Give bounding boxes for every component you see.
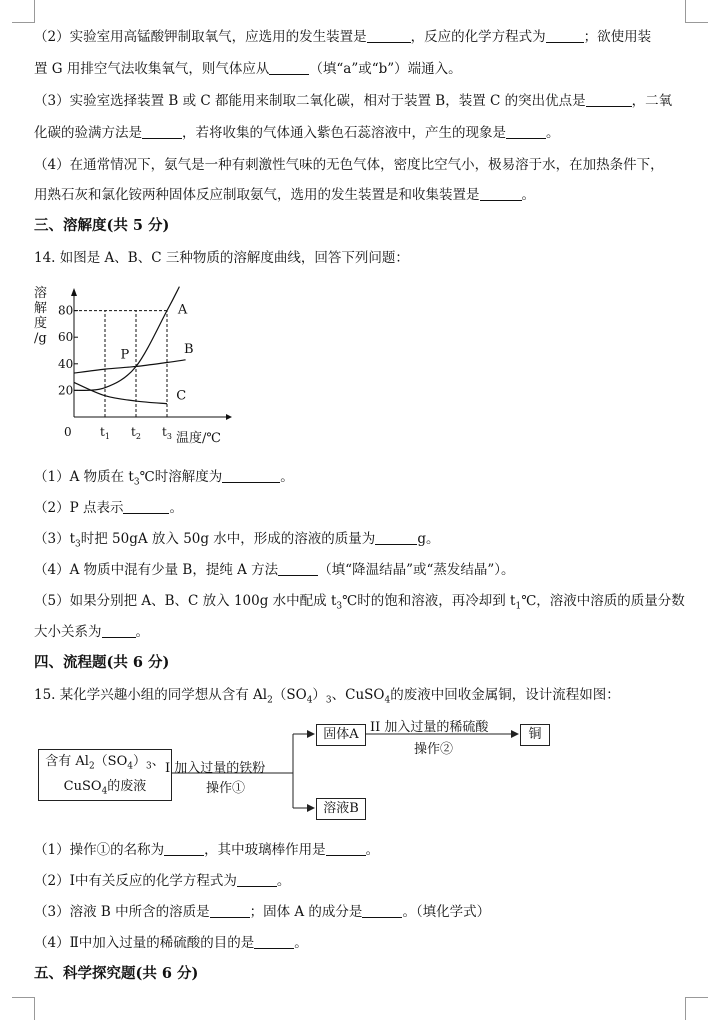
answer-blank[interactable] — [210, 904, 250, 918]
section-heading: 三、溶解度(共 5 分) — [34, 217, 170, 234]
q13-part4-line2: 用熟石灰和氯化铵两种固体反应制取氨气，选用的发生装置是和收集装置是 。 — [34, 187, 535, 203]
q15-part2: （2）Ⅰ中有关反应的化学方程式为 。 — [34, 873, 291, 889]
y-axis-label-char: /g — [34, 331, 47, 346]
operation2-label: 操作② — [414, 742, 454, 757]
q15-part1: （1）操作①的名称为 ，其中玻璃棒作用是 。 — [34, 842, 380, 858]
y-tick-label: 20 — [58, 383, 74, 398]
q14-part2: （2）P 点表示 。 — [34, 500, 183, 516]
x-axis-label: 温度/℃ — [176, 431, 221, 446]
y-tick-label: 60 — [58, 330, 74, 345]
y-axis-label-char: 溶 — [34, 286, 48, 301]
q13-part3-line1: （3）实验室选择装置 B 或 C 都能用来制取二氧化碳，相对于装置 B，装置 C 的突出优点是 ，二氧 — [34, 93, 673, 109]
point-p-label: P — [120, 347, 130, 363]
q13-part3-line2: 化碳的验满方法是 ，若将收集的气体通入紫色石蕊溶液中，产生的现象是 。 — [34, 125, 560, 141]
x-tick-label: $t_2$ — [131, 425, 141, 441]
q13-part2-line1: （2）实验室用高锰酸钾制取氧气，应选用的发生装置是 ，反应的化学方程式为 ；欲使用装 — [34, 29, 652, 45]
copper-box: 铜 — [520, 724, 550, 746]
series-label-B: B — [184, 342, 194, 358]
y-tick-label: 80 — [58, 303, 74, 318]
y-tick-label: 40 — [58, 356, 74, 371]
q15-part4: （4）Ⅱ中加入过量的稀硫酸的目的是 。 — [34, 935, 308, 951]
q14-part1: （1）A 物质在 $t_3℃$时溶解度为 。 — [34, 469, 294, 488]
series-label-C: C — [176, 388, 187, 404]
solution-b-box: 溶液B — [316, 798, 366, 820]
step1-label: I 加入过量的铁粉 — [165, 761, 266, 776]
q14-part4: （4）A 物质中混有少量 B，提纯 A 方法 （填“降温结晶”或“蒸发结晶”）。 — [34, 562, 515, 578]
solid-a-box: 固体A — [316, 724, 366, 746]
answer-blank[interactable] — [326, 842, 366, 856]
q13-part2-line2: 置 G 用排空气法收集氧气，则气体应从 （填“a”或“b”）端通入。 — [34, 61, 462, 77]
q15-stem: 15. 某化学兴趣小组的同学想从含有 $Al_2(SO_4)_3$、CuSO$_4$的废液中回收金属铜，设计流程如图： — [34, 687, 620, 706]
q14-stem: 14. 如图是 A、B、C 三种物质的溶解度曲线，回答下列问题： — [34, 250, 409, 266]
operation1-label: 操作① — [206, 781, 246, 796]
q15-part3: （3）溶液 B 中所含的溶质是 ；固体 A 的成分是 。（填化学式） — [34, 904, 491, 920]
x-tick-label: $t_1$ — [100, 425, 110, 441]
section-heading: 四、流程题(共 6 分) — [34, 654, 170, 671]
q14-part5-line2: 大小关系为 。 — [34, 624, 149, 640]
series-label-A: A — [177, 302, 188, 318]
q14-part5-line1: （5）如果分别把 A、B、C 放入 100g 水中配成 $t_3℃$时的饱和溶液，再冷却到 $t_1℃$，溶液中溶质的质量分数 — [34, 593, 685, 612]
step2-label: II 加入过量的稀硫酸 — [370, 720, 489, 735]
answer-blank[interactable] — [254, 935, 294, 949]
answer-blank[interactable] — [164, 842, 204, 856]
y-axis-label-char: 度 — [34, 316, 48, 331]
answer-blank[interactable] — [237, 873, 277, 887]
q13-part4-line1: （4）在通常情况下，氨气是一种有刺激性气味的无色气体，密度比空气小，极易溶于水，在加热条件下， — [34, 157, 664, 173]
section-heading: 五、科学探究题(共 6 分) — [34, 965, 199, 982]
origin-label: 0 — [64, 425, 72, 439]
q14-part3: $(3)t_3$时把 50gA 放入 50g 水中，形成的溶液的质量为 g。 — [34, 531, 440, 550]
waste-liquid-box: 含有 $Al_2(SO_4)_3$、 CuSO$_4$的废液 — [38, 749, 172, 801]
y-axis-label-char: 解 — [34, 301, 48, 316]
answer-blank[interactable] — [362, 904, 402, 918]
x-tick-label: $t_3$ — [162, 425, 172, 441]
